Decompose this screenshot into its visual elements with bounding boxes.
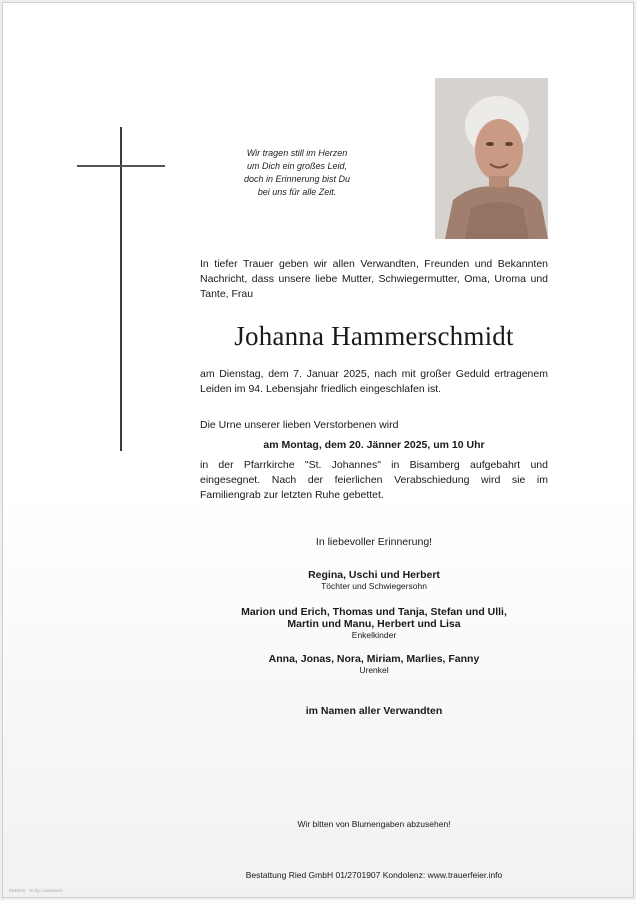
mourner-relation: Urenkel: [359, 665, 389, 675]
intro-paragraph: In tiefer Trauer geben wir allen Verwandten, Freunden und Bekannten Nachricht, dass unsere liebe Mutter, Schwiegermutter, Oma, Uroma und Tante, Frau: [200, 258, 548, 300]
poem-line: bei uns für alle Zeit.: [257, 187, 337, 197]
ceremony-paragraph: in der Pfarrkirche "St. Johannes" in Bisamberg aufgebahrt und eingesegnet. Nach der feierlichen Verabschiedung wird sie im Familiengrab zur letzten Ruhe gebettet.: [200, 459, 548, 501]
death-paragraph: am Dienstag, dem 7. Januar 2025, nach mit großer Geduld ertragenem Leiden im 94. Lebensjahr friedlich eingeschlafen ist.: [200, 368, 548, 395]
flower-note: Wir bitten von Blumengaben abzusehen!: [297, 819, 451, 829]
memorial-poem: [217, 147, 377, 199]
cross-vertical-bar: [120, 127, 122, 451]
ceremony-date: am Montag, dem 20. Jänner 2025, um 10 Uhr: [263, 439, 485, 451]
closing-line: im Namen aller Verwandten: [305, 705, 443, 717]
obituary-sheet: [2, 2, 634, 898]
mourner-names: Marion und Erich, Thomas und Tanja, Stefan und Ulli,: [241, 606, 507, 618]
mourner-relation: Töchter und Schwiegersohn: [321, 581, 427, 591]
urn-intro: Die Urne unserer lieben Verstorbenen wird: [200, 419, 399, 431]
remembrance-line: In liebevoller Erinnerung!: [315, 536, 433, 548]
mourner-names: Martin und Manu, Herbert und Lisa: [287, 618, 461, 630]
deceased-name: Johanna Hammerschmidt: [234, 321, 514, 351]
undertaker-footer: Bestattung Ried GmbH 01/2701907 Kondolenz: www.trauerfeier.info: [245, 870, 503, 880]
print-id: 6546/10 · ID by LexisNexis: [9, 888, 63, 893]
cross-horizontal-bar: [77, 165, 165, 167]
poem-line: um Dich ein großes Leid,: [246, 161, 348, 171]
mourner-relation: Enkelkinder: [351, 630, 397, 640]
mourner-names: Anna, Jonas, Nora, Miriam, Marlies, Fanny: [268, 653, 480, 665]
mourner-names: Regina, Uschi und Herbert: [308, 569, 440, 581]
poem-line: doch in Erinnerung bist Du: [243, 174, 351, 184]
poem-line: Wir tragen still im Herzen: [246, 148, 348, 158]
portrait-photo: [435, 78, 548, 239]
